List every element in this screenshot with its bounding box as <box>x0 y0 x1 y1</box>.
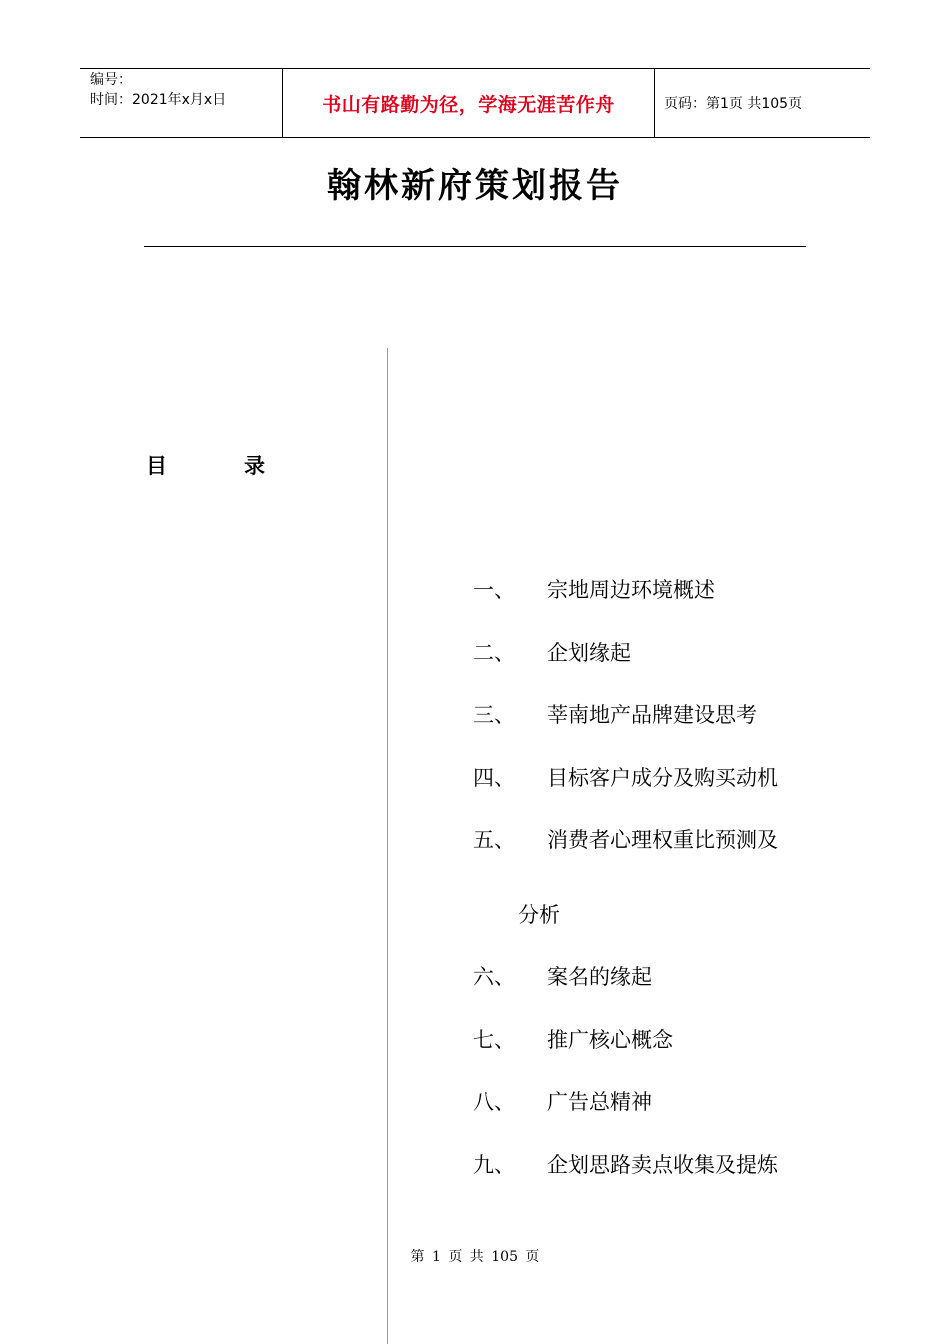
header-motto: 书山有路勤为径，学海无涯苦作舟 <box>322 93 615 116</box>
toc-item-text: 案名的缘起 <box>547 965 652 989</box>
header-meta-cell <box>80 69 282 137</box>
toc-item-number: 三、 <box>473 703 515 727</box>
toc-item-number: 二、 <box>473 641 515 665</box>
page-footer: 第 1 页 共 105 页 <box>410 1249 540 1265</box>
toc-item-text: 广告总精神 <box>547 1090 652 1114</box>
toc-item-text: 企划思路卖点收集及提炼 <box>547 1153 778 1177</box>
toc-item-text: 莘南地产品牌建设思考 <box>547 703 757 727</box>
header-page-info: 页码：第1页 共105页 <box>664 96 803 112</box>
toc-item-number: 五、 <box>473 828 515 852</box>
toc-item-number: 一、 <box>473 578 515 602</box>
toc-item-text: 消费者心理权重比预测及 <box>547 828 778 852</box>
toc-item-number: 七、 <box>473 1028 515 1052</box>
header-motto-cell <box>282 69 655 137</box>
document-title: 翰林新府策划报告 <box>327 166 623 206</box>
header-page-cell <box>655 69 870 137</box>
document-time-label: 时间：2021年x月x日 <box>90 92 227 108</box>
toc-item-text: 宗地周边环境概述 <box>547 578 715 602</box>
toc-item-text: 目标客户成分及购买动机 <box>547 766 778 790</box>
toc-heading-first-char: 目 <box>146 454 167 478</box>
title-underline <box>144 246 806 247</box>
toc-item-number: 八、 <box>473 1090 515 1114</box>
toc-item-text: 企划缘起 <box>547 641 631 665</box>
column-divider <box>387 348 388 1344</box>
document-header <box>80 68 870 138</box>
toc-item-continuation: 分析 <box>518 903 560 927</box>
document-number-label: 编号： <box>90 72 132 88</box>
toc-item-number: 四、 <box>473 766 515 790</box>
toc-item-text: 推广核心概念 <box>547 1028 673 1052</box>
toc-item-number: 六、 <box>473 965 515 989</box>
toc-item-number: 九、 <box>473 1153 515 1177</box>
toc-heading-second-char: 录 <box>244 454 265 478</box>
